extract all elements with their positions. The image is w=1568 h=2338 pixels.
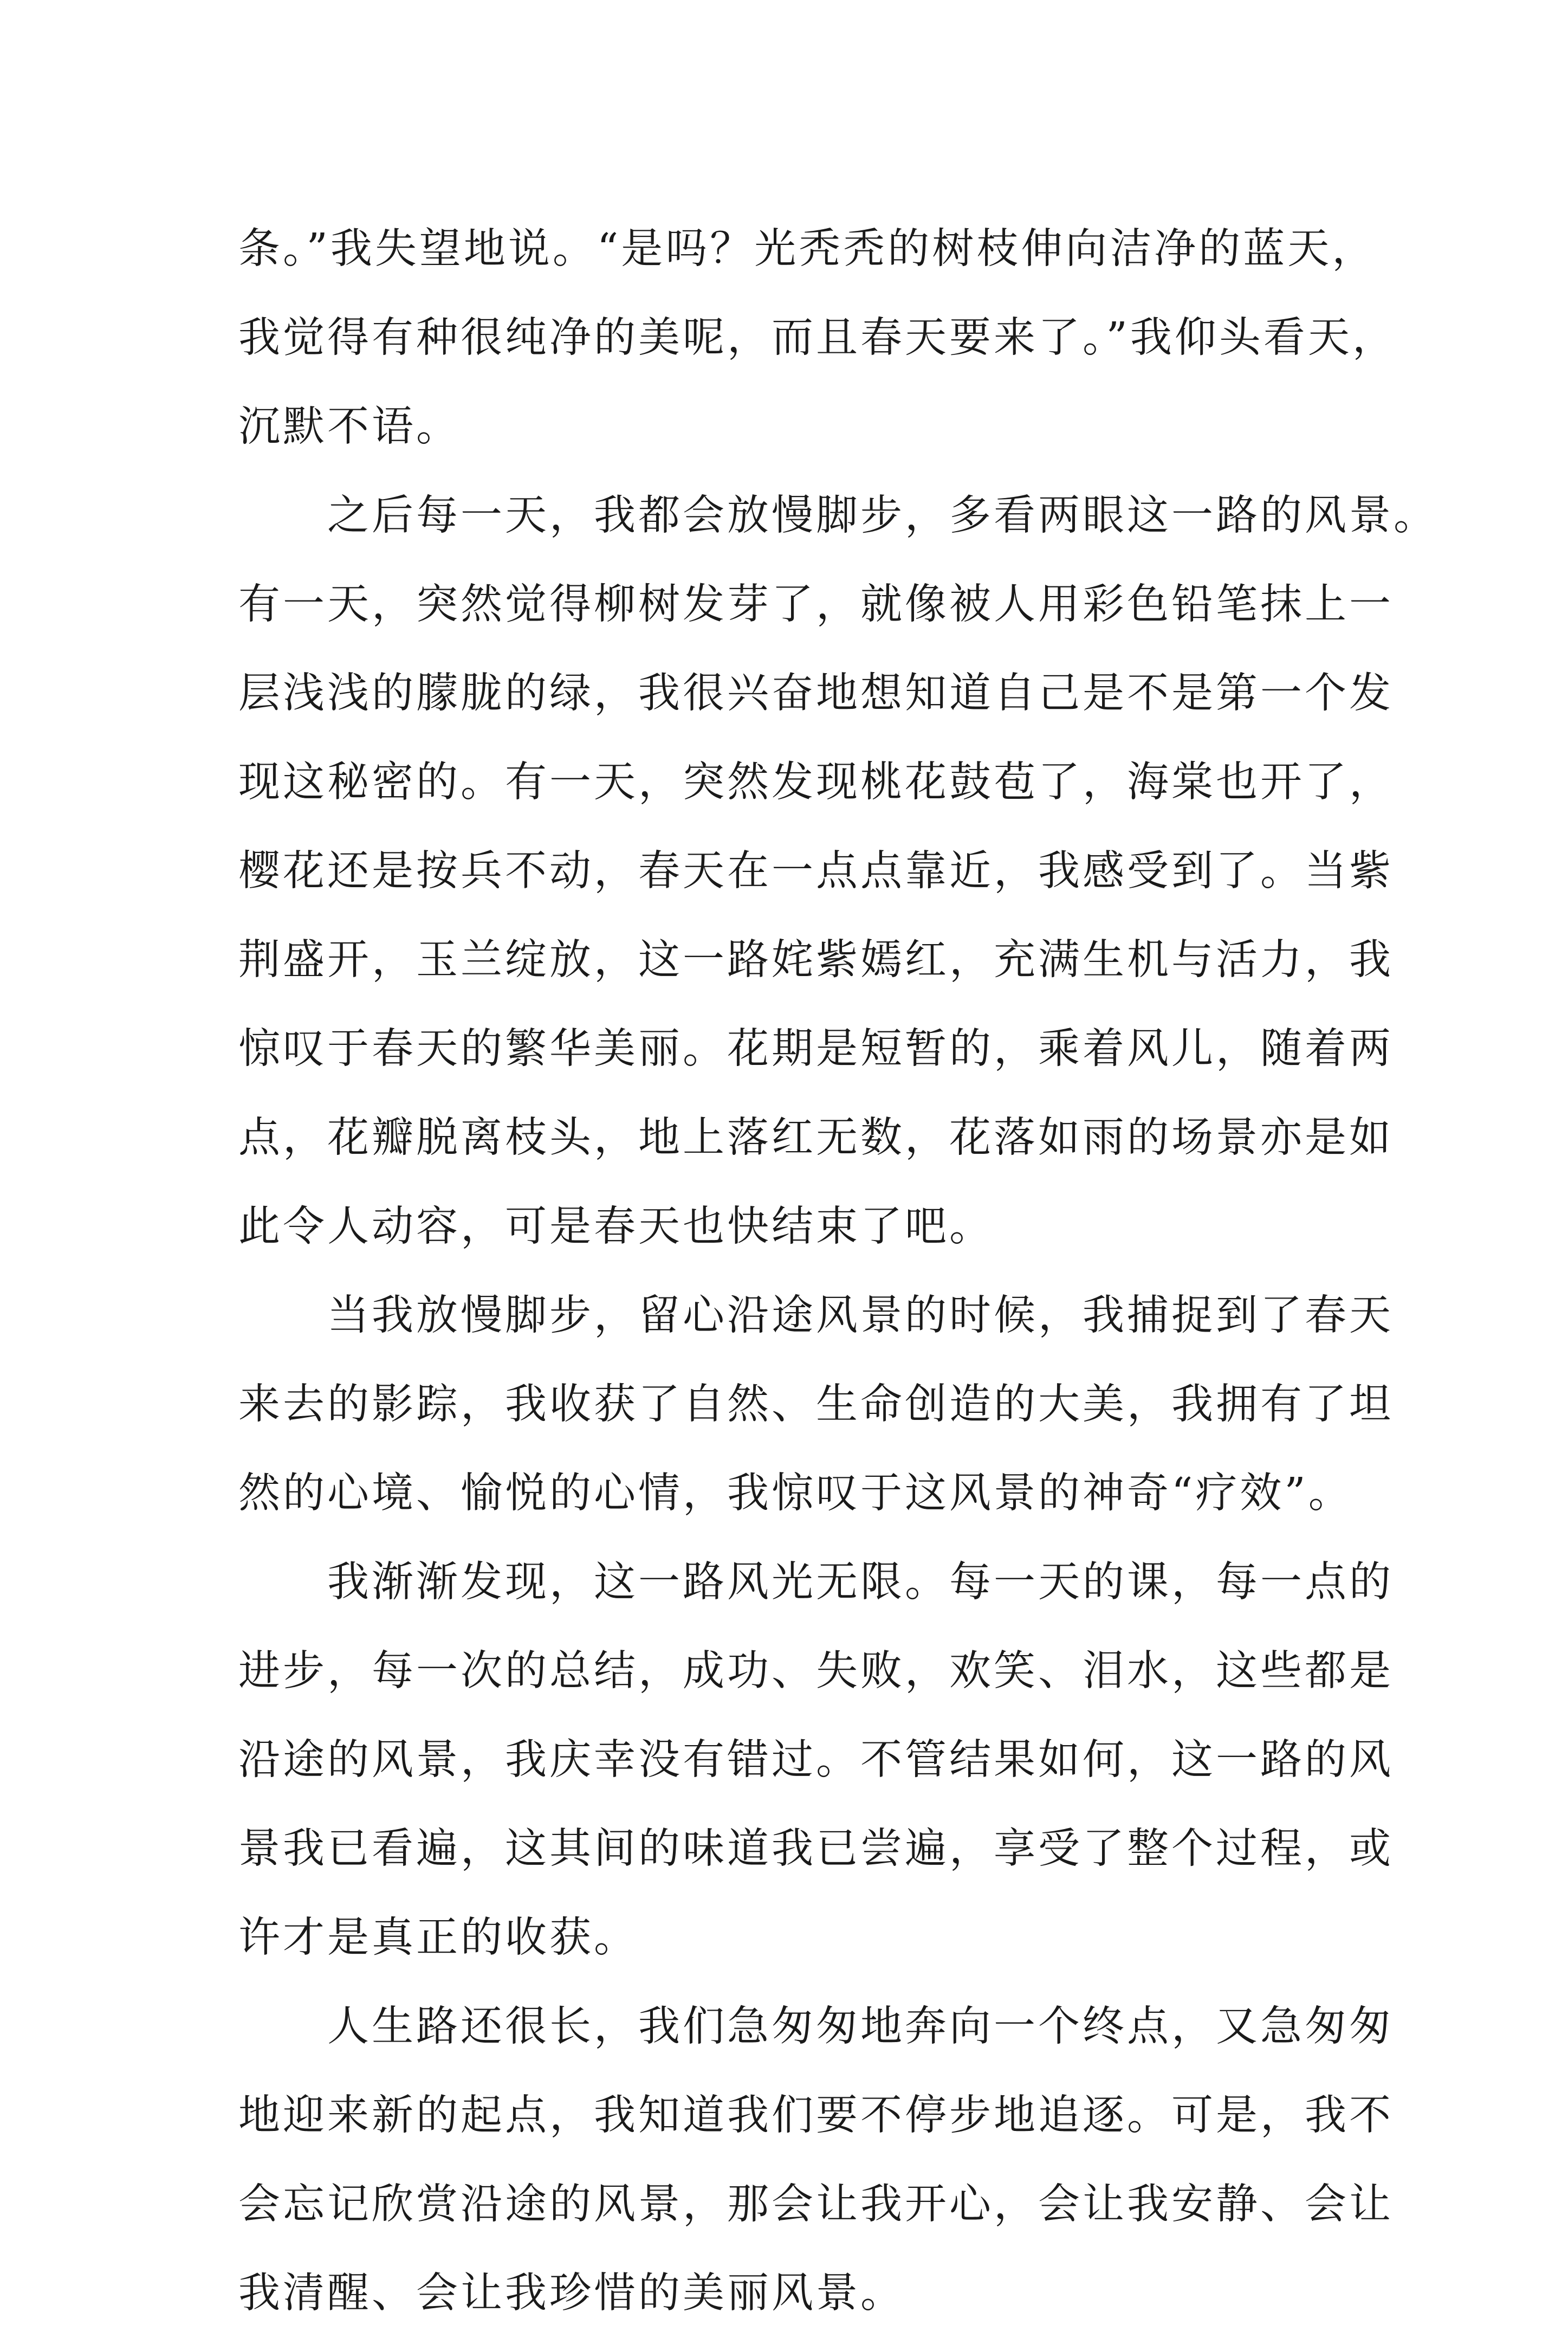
text-line: 地迎来新的起点，我知道我们要不停步地追逐。可是，我不 bbox=[238, 2091, 1394, 2140]
text-line: 条。”我失望地说。“是吗？光秃秃的树枝伸向洁净的蓝天， bbox=[238, 225, 1377, 273]
text-line: 有一天，突然觉得柳树发芽了，就像被人用彩色铅笔抹上一 bbox=[238, 580, 1394, 629]
paragraph-first-line: 当我放慢脚步，留心沿途风景的时候，我捕捉到了春天 bbox=[327, 1291, 1394, 1340]
text-line: 我觉得有种很纯净的美呢，而且春天要来了。”我仰头看天， bbox=[238, 314, 1397, 362]
text-line: 现这秘密的。有一天，突然发现桃花鼓苞了，海棠也开了， bbox=[238, 758, 1394, 806]
text-line: 会忘记欣赏沿途的风景，那会让我开心，会让我安静、会让 bbox=[238, 2180, 1394, 2229]
text-line: 沿途的风景，我庆幸没有错过。不管结果如何，这一路的风 bbox=[238, 1736, 1394, 1784]
text-line: 樱花还是按兵不动，春天在一点点靠近，我感受到了。当紫 bbox=[238, 847, 1394, 895]
text-line: 沉默不语。 bbox=[238, 403, 461, 451]
text-line: 惊叹于春天的繁华美丽。花期是短暂的，乘着风儿，随着两 bbox=[238, 1025, 1394, 1073]
text-line: 进步，每一次的总结，成功、失败，欢笑、泪水，这些都是 bbox=[238, 1647, 1394, 1695]
paragraph-first-line: 之后每一天，我都会放慢脚步，多看两眼这一路的风景。 bbox=[327, 492, 1438, 540]
text-line: 来去的影踪，我收获了自然、生命创造的大美，我拥有了坦 bbox=[238, 1380, 1394, 1429]
paragraph-first-line: 我渐渐发现，这一路风光无限。每一天的课，每一点的 bbox=[327, 1558, 1394, 1606]
text-line: 荆盛开，玉兰绽放，这一路姹紫嫣红，充满生机与活力，我 bbox=[238, 936, 1394, 984]
text-line: 我清醒、会让我珍惜的美丽风景。 bbox=[238, 2269, 905, 2317]
text-line: 许才是真正的收获。 bbox=[238, 1914, 638, 1962]
text-line: 点，花瓣脱离枝头，地上落红无数，花落如雨的场景亦是如 bbox=[238, 1114, 1394, 1162]
text-line: 此令人动容，可是春天也快结束了吧。 bbox=[238, 1203, 994, 1251]
text-line: 层浅浅的朦胧的绿，我很兴奋地想知道自己是不是第一个发 bbox=[238, 669, 1394, 718]
text-line: 景我已看遍，这其间的味道我已尝遍，享受了整个过程，或 bbox=[238, 1825, 1394, 1873]
essay-body bbox=[238, 205, 1438, 2338]
paragraph-first-line: 人生路还很长，我们急匆匆地奔向一个终点，又急匆匆 bbox=[327, 2003, 1394, 2051]
text-line: 然的心境、愉悦的心情，我惊叹于这风景的神奇“疗效”。 bbox=[238, 1469, 1353, 1517]
